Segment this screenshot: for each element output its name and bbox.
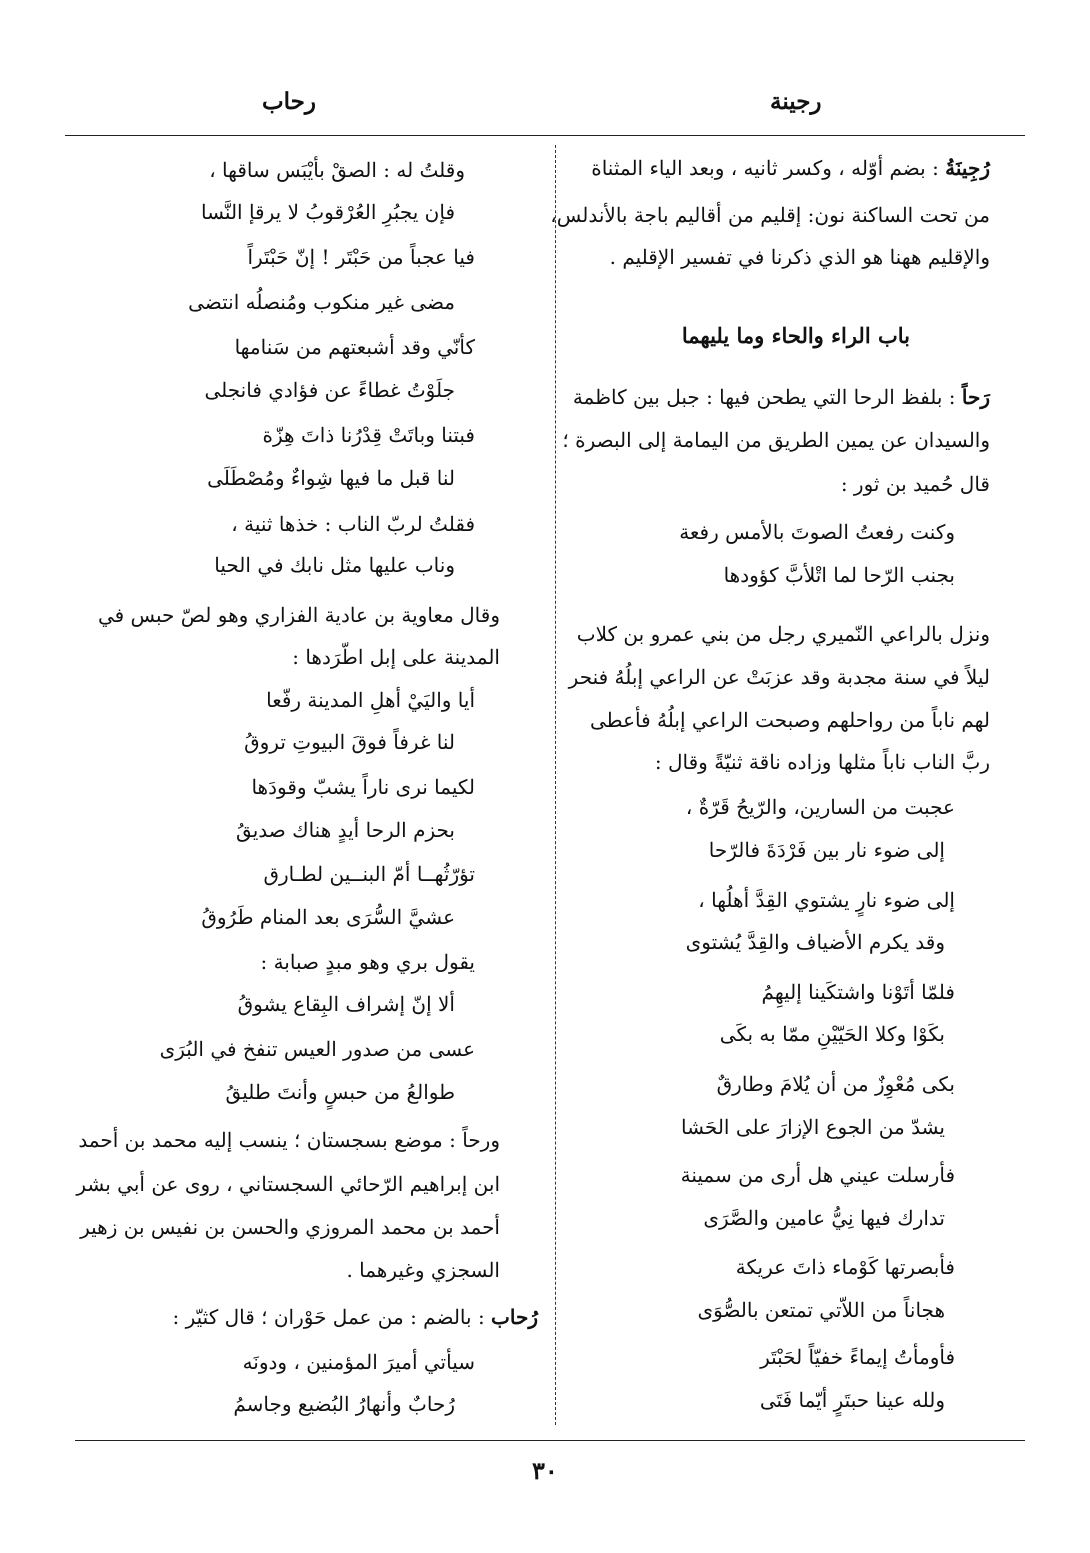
verse-line: إلى ضوء نارٍ يشتوي القِدَّ أهلُها ،	[698, 888, 955, 912]
verse-line: يقول بري وهو مبدٍ صبابة :	[260, 950, 475, 974]
prose-line: السجزي وغيرهما .	[346, 1258, 500, 1282]
verse-line: تدارك فيها نِيُّ عامين والصَّرَى	[703, 1206, 945, 1230]
entry-headword: رُحاب	[491, 1305, 538, 1329]
verse-line: أيا واليَيْ أهلِ المدينة رفّعا	[266, 688, 475, 712]
prose-line: ونزل بالراعي النّميري رجل من بني عمرو بن كلاب	[576, 622, 990, 646]
verse-line: وقد يكرم الأضياف والقِدَّ يُشتوى	[685, 930, 945, 954]
verse-line: وقلتُ له : الصقْ بأيْبَس ساقها ،	[209, 158, 465, 182]
prose-line: ابن إبراهيم الرّحائي السجستاني ، روى عن أبي بشر	[76, 1172, 500, 1196]
page-number: ٣٠	[532, 1456, 558, 1485]
prose-line: لهم ناباً من رواحلهم وصبحت الراعي إبلُهُ فأعطى	[590, 708, 990, 732]
verse-line: وكنت رفعتُ الصوتَ بالأمس رفعة	[679, 520, 955, 544]
section-title: باب الراء والحاء وما يليهما	[681, 323, 910, 348]
verse-line: تؤرّثُهــا أمّ البنــين لطـارق	[263, 862, 475, 886]
entry-text-line: : بلفظ الرحا التي يطحن فيها : جبل بين كاظمة	[572, 385, 956, 409]
verse-line: هجاناً من اللاّتي تمتعن بالصُّوَى	[697, 1298, 945, 1322]
entry-headword: رَحاً	[961, 385, 990, 409]
verse-line: مضى غير منكوب ومُنصلُه انتضى	[188, 290, 455, 314]
verse-line: طوالعُ من حبسٍ وأنتَ طليقُ	[225, 1080, 455, 1104]
verse-line: بكى مُعْوِزٌ من أن يُلامَ وطارقٌ	[716, 1072, 955, 1096]
header-right-title: رجينة	[770, 88, 822, 115]
verse-line: فأومأتُ إيماءً خفيّاً لحَبْتَر	[760, 1345, 955, 1369]
verse-line: وناب عليها مثل نابك في الحيا	[214, 553, 455, 577]
verse-line: بكَوْا وكلا الحَيّيْنِ ممّا به بكَى	[719, 1022, 945, 1046]
entry-text-line: والسيدان عن يمين الطريق من اليمامة إلى البصرة ؛	[562, 428, 990, 452]
prose-line: وقال معاوية بن عادية الفزاري وهو لصّ حبس في	[97, 603, 500, 627]
header-left-title: رحاب	[262, 88, 316, 115]
verse-line: فأبصرتها كَوْماء ذاتَ عريكة	[735, 1255, 955, 1279]
prose-line: المدينة على إبل اطّرَدها :	[292, 645, 500, 669]
verse-line: سيأتي أميرَ المؤمنين ، ودونَه	[242, 1350, 475, 1374]
verse-line: لنا قبل ما فيها شِواءٌ ومُصْطَلَى	[207, 466, 455, 490]
verse-line: يشدّ من الجوع الإزارَ على الحَشا	[680, 1115, 945, 1139]
verse-line: عشيَّ السُّرَى بعد المنام طَرُوقُ	[201, 905, 455, 929]
entry-text-line: : بضم أوّله ، وكسر ثانيه ، وبعد الياء المثناة	[591, 156, 939, 180]
entry-raha	[573, 385, 990, 409]
entry-ruhab	[173, 1305, 539, 1329]
verse-line: جلَوْتُ غطاءً عن فؤادي فانجلى	[204, 378, 455, 402]
entry-text-line: والإقليم ههنا هو الذي ذكرنا في تفسير الإقليم .	[609, 245, 990, 269]
bottom-rule	[75, 1440, 1025, 1441]
verse-line: لنا غرفاً فوقَ البيوتِ تروقُ	[244, 730, 455, 754]
verse-line: عجبت من السارين، والرّيحُ قَرّةٌ ،	[685, 795, 955, 819]
verse-line: فإن يجبُرِ العُرْقوبُ لا يرقإ النَّسا	[200, 200, 455, 224]
entry-rujayna	[591, 156, 990, 180]
prose-line: ورحاً : موضع بسجستان ؛ ينسب إليه محمد بن أحمد	[78, 1128, 500, 1152]
entry-text-line: قال حُميد بن ثور :	[840, 472, 990, 496]
verse-line: بحزم الرحا أيدٍ هناك صديقُ	[236, 818, 455, 842]
entry-headword: رُجِينَةُ	[945, 156, 990, 180]
verse-line: ولله عينا حبتَرٍ أيّما فَتَى	[759, 1388, 945, 1412]
verse-line: إلى ضوء نار بين فَرْدَةَ فالرّحا	[708, 838, 945, 862]
verse-line: ألا إنّ إشراف البِقاع يشوقُ	[237, 992, 455, 1016]
top-rule	[65, 135, 1025, 136]
verse-line: فبتنا وباتَتْ قِدْرُنا ذاتَ هِزّة	[262, 423, 475, 447]
entry-text-line: : بالضم : من عمل حَوْران ؛ قال كثيّر :	[172, 1305, 485, 1329]
verse-line: فقلتُ لربّ الناب : خذها ثنية ،	[231, 512, 475, 536]
verse-line: رُحابٌ وأنهارُ البُضيع وجاسمُ	[233, 1392, 455, 1416]
verse-line: بجنب الرّحا لما اتْلأبَّ كؤودها	[723, 563, 955, 587]
verse-line: عسى من صدور العيس تنفخ في البُرَى	[159, 1037, 475, 1061]
verse-line: لكيما نرى ناراً يشبّ وقودَها	[251, 775, 475, 799]
prose-line: ليلاً في سنة مجدبة وقد عزبَتْ عن الراعي إبلُهُ فنحر	[568, 665, 990, 689]
verse-line: فأرسلت عيني هل أرى من سمينة	[680, 1163, 955, 1187]
verse-line: فلمّا أتَوْنا واشتكَينا إليهِمُ	[761, 980, 955, 1004]
prose-line: ربَّ الناب ناباً مثلها وزاده ناقة ثنيّةً وقال :	[654, 750, 990, 774]
entry-text-line: من تحت الساكنة نون: إقليم من أقاليم باجة بالأندلس،	[550, 203, 990, 227]
prose-line: أحمد بن محمد المروزي والحسن بن نفيس بن زهير	[80, 1215, 500, 1239]
column-divider	[555, 145, 556, 1425]
verse-line: فيا عجباً من حَبْتَر ! إنّ حَبْتَراً	[247, 245, 475, 269]
verse-line: كأنّي وقد أشبعتهم من سَنامها	[234, 335, 475, 359]
